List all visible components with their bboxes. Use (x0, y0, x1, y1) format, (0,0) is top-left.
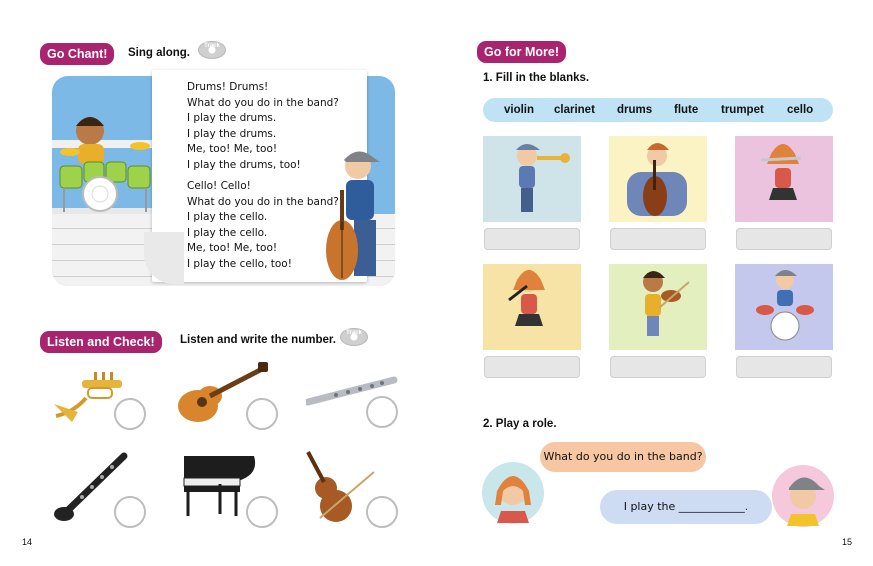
word-violin: violin (504, 104, 535, 116)
chant-line: I play the drums. (187, 112, 277, 124)
picture-card (609, 264, 707, 350)
track-label: Track 4 (204, 43, 220, 55)
task1-heading (483, 72, 589, 84)
boy-avatar-icon (771, 464, 835, 528)
answer-box[interactable] (484, 356, 580, 378)
picture-card (735, 264, 833, 350)
audio-track-cd-icon[interactable] (198, 41, 226, 59)
answer-circle[interactable] (246, 398, 278, 430)
chant-line: I play the cello. (187, 211, 268, 223)
answer-box[interactable] (736, 228, 832, 250)
chant-line: What do you do in the band? (187, 96, 339, 109)
answer-circle[interactable] (114, 398, 146, 430)
girl-avatar-icon (481, 461, 545, 525)
answer-box[interactable] (610, 228, 706, 250)
girl-flute-icon (735, 136, 833, 222)
boy-cello-icon (609, 136, 707, 222)
chant-line: Drums! Drums! (187, 81, 269, 93)
word-drums: drums (617, 104, 653, 116)
chant-line: I play the drums. (187, 127, 277, 140)
chant-line: Cello! Cello! (187, 180, 251, 192)
answer-circle[interactable] (114, 496, 146, 528)
word-bank (483, 98, 833, 122)
speech-bubble-answer: I play the ____________. (600, 490, 772, 524)
answer-box[interactable] (484, 228, 580, 250)
chant-line: Me, too! Me, too! (187, 242, 278, 254)
boy-trumpet-icon (483, 136, 581, 222)
listen-check-badge: Listen and Check! (40, 331, 162, 353)
picture-card (483, 264, 581, 350)
page-number-right: 15 (842, 537, 853, 547)
page-number-left: 14 (22, 537, 33, 547)
go-chant-badge: Go Chant! (40, 43, 114, 65)
chant-line: Me, too! Me, too! (187, 143, 278, 155)
chant-line: What do you do in the band? (187, 195, 339, 208)
answer-box[interactable] (610, 356, 706, 378)
answer-circle[interactable] (366, 496, 398, 528)
task2-text: Play a role. (495, 418, 557, 430)
word-trumpet: trumpet (721, 104, 764, 116)
word-flute: flute (674, 104, 699, 116)
boy-drums-icon (735, 264, 833, 350)
word-clarinet: clarinet (554, 104, 595, 116)
boy-violin-icon (609, 264, 707, 350)
picture-card (483, 136, 581, 222)
answer-circle[interactable] (246, 496, 278, 528)
chant-text (187, 80, 339, 272)
picture-card (609, 136, 707, 222)
chant-line: I play the cello, too! (187, 257, 292, 270)
task2-number: 2. (483, 418, 493, 430)
track-label: Track 5 (346, 330, 362, 342)
audio-track-cd-icon[interactable] (340, 328, 368, 346)
task2-heading (483, 418, 557, 430)
answer-box[interactable] (736, 356, 832, 378)
listen-instruction: Listen and write the number. (180, 334, 336, 346)
chant-line: I play the drums, too! (187, 158, 301, 171)
speech-bubble-question: What do you do in the band? (540, 442, 706, 472)
answer-circle[interactable] (366, 396, 398, 428)
girl-clarinet-icon (483, 264, 581, 350)
task1-number: 1. (483, 72, 493, 84)
task1-text: Fill in the blanks. (495, 72, 590, 84)
sing-along-instruction: Sing along. (128, 47, 190, 59)
word-cello: cello (787, 104, 814, 116)
go-for-more-badge: Go for More! (477, 41, 566, 63)
picture-card (735, 136, 833, 222)
chant-line: I play the cello. (187, 226, 268, 239)
